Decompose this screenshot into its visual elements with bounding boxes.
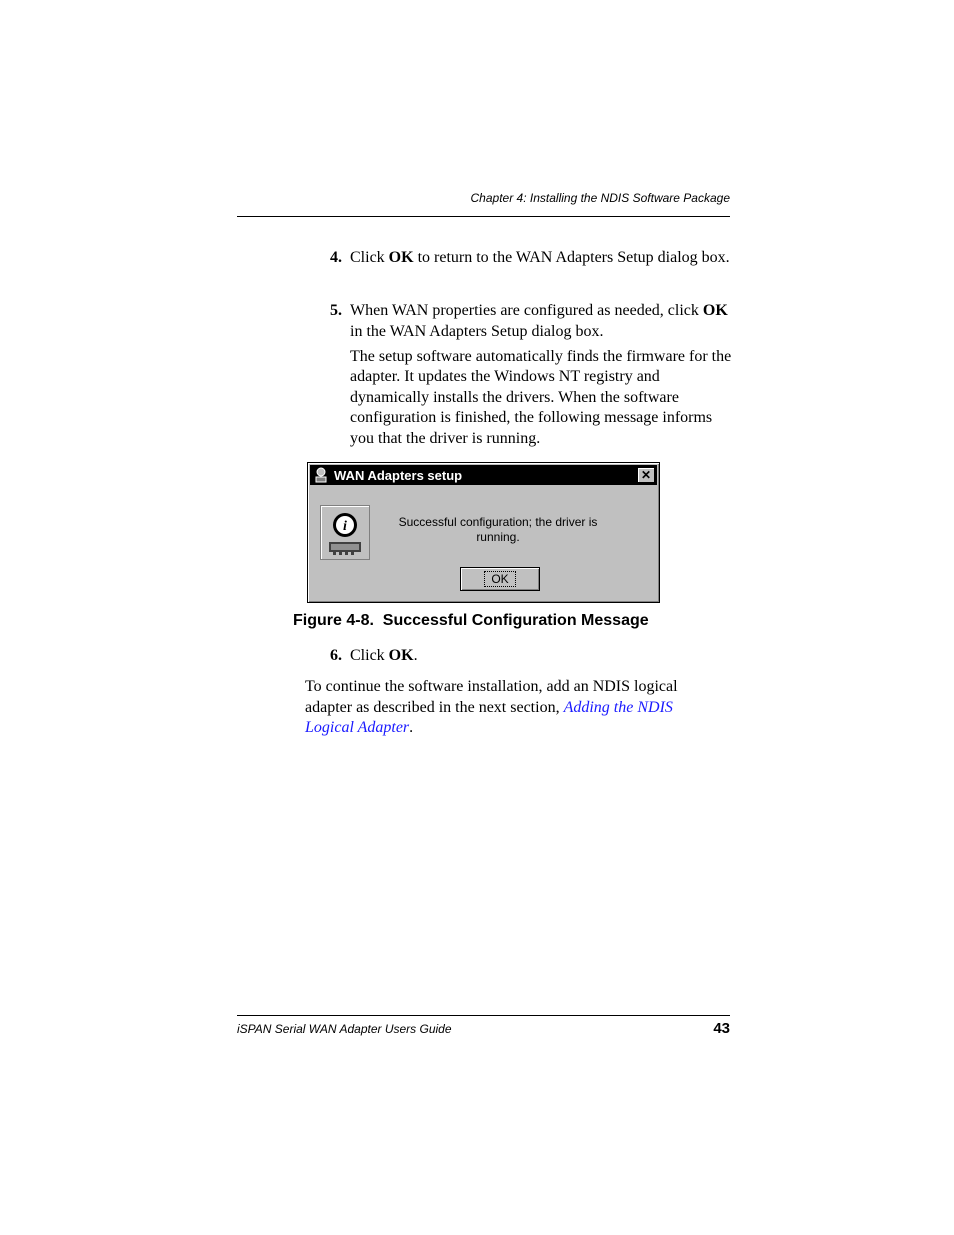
section-link[interactable]: Adding the NDIS Logical Adapter <box>305 698 673 736</box>
step-text: in the WAN Adapters Setup dialog box. <box>350 323 604 340</box>
wan-adapters-dialog <box>307 462 660 603</box>
step-4 <box>330 247 735 268</box>
footer-rule <box>237 1015 730 1016</box>
ok-button[interactable] <box>460 567 540 591</box>
dialog-titlebar <box>310 465 657 485</box>
ok-label: OK <box>484 571 515 587</box>
running-header: Chapter 4: Installing the NDIS Software Package <box>470 191 730 205</box>
close-button[interactable]: ✕ <box>637 467 655 483</box>
closing-paragraph <box>305 677 715 739</box>
closing-text: To continue the software installation, add an NDIS logical adapter as described in the next section, <box>305 678 678 716</box>
step-text: . <box>413 647 418 664</box>
header-rule <box>237 216 730 217</box>
explanation-paragraph: The setup software automatically finds the firmware for the adapter. It updates the Windows NT registry and dynamically installs the drivers. When the software configuration is finished, the following message informs you that the driver is running. <box>350 348 732 447</box>
step-text: Click <box>350 647 389 664</box>
step-bold: OK <box>388 249 414 266</box>
step-number: 4. <box>330 249 342 266</box>
info-icon <box>320 505 370 560</box>
app-icon <box>313 467 329 483</box>
step-text: Click <box>350 249 389 266</box>
step-text: When WAN properties are configured as needed, click <box>350 302 703 319</box>
step-5 <box>330 300 735 342</box>
step-number: 6. <box>330 647 342 664</box>
step-bold: OK <box>702 302 728 319</box>
step-bold: OK <box>388 647 414 664</box>
step-6 <box>330 645 735 666</box>
dialog-title: WAN Adapters setup <box>334 468 463 483</box>
closing-text: . <box>409 719 414 736</box>
step-text: to return to the WAN Adapters Setup dialog box. <box>413 249 730 266</box>
page-number: 43 <box>713 1020 730 1037</box>
footer-guide-title: iSPAN Serial WAN Adapter Users Guide <box>237 1022 452 1036</box>
svg-text:i: i <box>343 519 347 534</box>
dialog-message: Successful configuration; the driver is running. <box>398 515 598 544</box>
figure-caption: Figure 4-8. Successful Configuration Message <box>293 612 649 629</box>
step-number: 5. <box>330 302 342 319</box>
